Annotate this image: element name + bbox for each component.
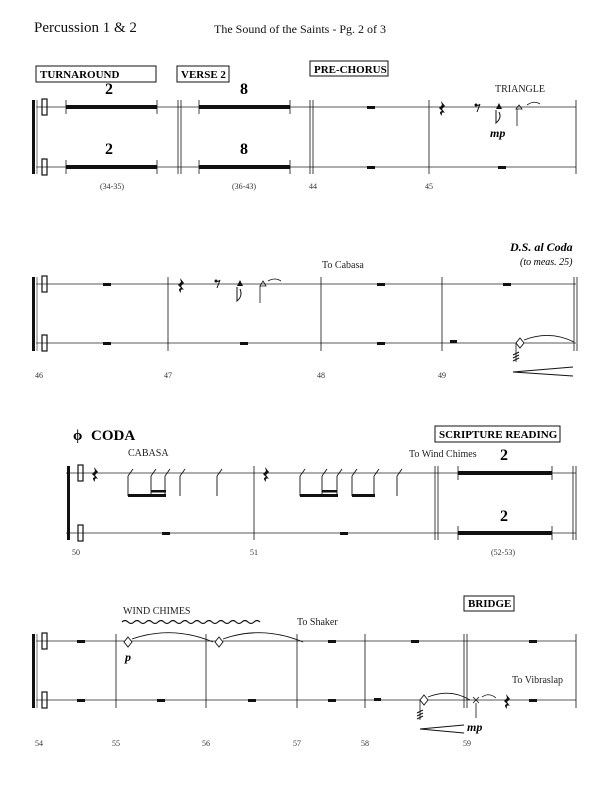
svg-text:2: 2 — [500, 447, 508, 464]
svg-text:SCRIPTURE READING: SCRIPTURE READING — [439, 429, 558, 441]
svg-text:59: 59 — [463, 739, 471, 748]
svg-text:mp: mp — [467, 720, 483, 734]
svg-text:TURNAROUND: TURNAROUND — [40, 69, 120, 81]
svg-text:2: 2 — [500, 508, 508, 525]
system-1 — [32, 61, 576, 191]
svg-text:48: 48 — [317, 371, 325, 380]
rehearsal-mark-scripture-reading — [435, 426, 560, 442]
svg-text:57: 57 — [293, 739, 301, 748]
svg-text:To Vibraslap: To Vibraslap — [512, 675, 564, 686]
svg-text:(34-35): (34-35) — [100, 182, 124, 191]
svg-text:To Wind Chimes: To Wind Chimes — [409, 449, 477, 460]
instrument-triangle: TRIANGLE — [495, 84, 545, 95]
svg-text:51: 51 — [250, 548, 258, 557]
ds-al-coda: D.S. al Coda — [510, 240, 573, 254]
svg-text:(52-53): (52-53) — [491, 548, 515, 557]
system-4 — [32, 596, 576, 748]
svg-text:BRIDGE: BRIDGE — [468, 598, 512, 610]
svg-text:WIND CHIMES: WIND CHIMES — [123, 606, 191, 617]
page-title: The Sound of the Saints - Pg. 2 of 3 — [214, 22, 386, 36]
svg-text:To Cabasa: To Cabasa — [322, 260, 364, 271]
svg-text:To Shaker: To Shaker — [297, 617, 338, 628]
rehearsal-mark-pre-chorus — [310, 61, 388, 76]
svg-text:2: 2 — [105, 141, 113, 158]
svg-text:(36-43): (36-43) — [232, 182, 256, 191]
svg-text:p: p — [125, 650, 131, 664]
svg-text:50: 50 — [72, 548, 80, 557]
svg-text:47: 47 — [164, 371, 172, 380]
svg-text:CODA: CODA — [91, 428, 136, 444]
svg-text:8: 8 — [240, 81, 248, 98]
part-name: Percussion 1 & 2 — [34, 20, 137, 36]
svg-text:CABASA: CABASA — [128, 448, 169, 459]
svg-text:46: 46 — [35, 371, 43, 380]
svg-text:(to meas. 25): (to meas. 25) — [520, 257, 573, 268]
svg-text:VERSE 2: VERSE 2 — [181, 69, 226, 81]
trill-line — [122, 621, 260, 624]
system-2 — [32, 240, 577, 380]
system-3 — [66, 426, 576, 557]
coda-symbol-icon: ϕ — [73, 428, 83, 444]
svg-text:44: 44 — [309, 182, 317, 191]
svg-text:8: 8 — [240, 141, 248, 158]
svg-text:45: 45 — [425, 182, 433, 191]
dynamic-mp: mp — [490, 126, 506, 140]
rehearsal-mark-verse-2 — [177, 66, 229, 82]
svg-text:PRE-CHORUS: PRE-CHORUS — [314, 64, 387, 76]
svg-text:49: 49 — [438, 371, 446, 380]
svg-text:56: 56 — [202, 739, 210, 748]
rehearsal-mark-bridge — [464, 596, 514, 611]
svg-text:2: 2 — [105, 81, 113, 98]
svg-text:55: 55 — [112, 739, 120, 748]
rehearsal-mark-turnaround — [36, 66, 156, 82]
svg-text:54: 54 — [35, 739, 43, 748]
svg-text:58: 58 — [361, 739, 369, 748]
